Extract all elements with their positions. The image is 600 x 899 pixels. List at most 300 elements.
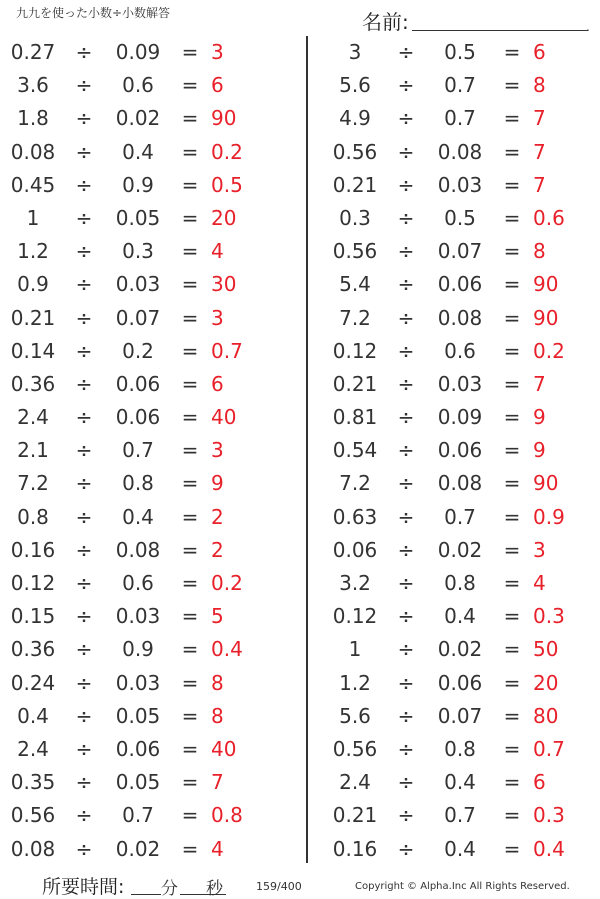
divide-sign: ÷ [75, 637, 93, 662]
copyright-notice: Copyright © Alpha.Inc All Rights Reserved. [355, 881, 570, 892]
dividend: 3.6 [17, 73, 49, 98]
name-label: 名前: [362, 10, 409, 34]
divide-sign: ÷ [397, 637, 415, 662]
equals-sign: = [181, 106, 199, 131]
equals-sign: = [503, 40, 521, 64]
divide-sign: ÷ [397, 40, 415, 64]
problem-row [322, 69, 600, 102]
equals-sign: = [181, 637, 199, 662]
name-field [362, 6, 592, 32]
answer: 0.2 [211, 139, 243, 164]
dividend: 0.9 [17, 272, 49, 297]
problem-row [0, 700, 300, 733]
divide-sign: ÷ [397, 139, 415, 164]
answer: 0.3 [533, 803, 565, 828]
divide-sign: ÷ [75, 703, 93, 728]
problem-row [0, 467, 300, 500]
divide-sign: ÷ [75, 205, 93, 230]
dividend: 3.2 [339, 571, 371, 595]
answer: 7 [533, 371, 546, 396]
divisor: 0.03 [437, 172, 483, 197]
answer: 9 [211, 471, 224, 496]
problem-row [322, 534, 600, 567]
divide-sign: ÷ [75, 172, 93, 197]
dividend: 2.4 [17, 736, 49, 761]
problem-row [0, 335, 300, 368]
divisor: 0.9 [122, 637, 154, 662]
problem-row [322, 169, 600, 202]
divisor: 0.8 [444, 571, 476, 595]
equals-sign: = [181, 670, 199, 695]
divide-sign: ÷ [75, 770, 93, 795]
dividend: 0.21 [332, 172, 378, 197]
answer: 20 [211, 205, 237, 230]
divide-sign: ÷ [75, 73, 93, 98]
divisor: 0.07 [115, 305, 161, 330]
divisor: 0.2 [122, 338, 154, 363]
divide-sign: ÷ [397, 770, 415, 795]
dividend: 5.4 [339, 272, 371, 297]
answer: 4 [533, 571, 546, 595]
divisor: 0.02 [437, 637, 483, 662]
dividend: 0.06 [332, 537, 378, 562]
answer: 7 [533, 139, 546, 164]
answer: 8 [533, 239, 546, 264]
problem-row [322, 401, 600, 434]
problem-row [0, 633, 300, 666]
divisor: 0.4 [122, 139, 154, 164]
left-problem-column [0, 36, 300, 866]
equals-sign: = [503, 305, 521, 330]
answer: 0.4 [211, 637, 243, 662]
equals-sign: = [181, 438, 199, 463]
equals-sign: = [181, 537, 199, 562]
equals-sign: = [181, 239, 199, 264]
divide-sign: ÷ [75, 106, 93, 131]
problem-row [322, 434, 600, 467]
answer: 0.3 [533, 604, 565, 629]
dividend: 0.16 [332, 836, 378, 861]
equals-sign: = [503, 371, 521, 396]
answer: 6 [533, 40, 546, 64]
answer: 90 [533, 471, 559, 496]
dividend: 2.1 [17, 438, 49, 463]
minutes-blank [131, 894, 161, 895]
equals-sign: = [503, 139, 521, 164]
equals-sign: = [503, 836, 521, 861]
divide-sign: ÷ [75, 604, 93, 629]
answer: 3 [211, 438, 224, 463]
equals-sign: = [181, 736, 199, 761]
dividend: 0.56 [10, 803, 56, 828]
divisor: 0.4 [444, 770, 476, 795]
problem-row [0, 368, 300, 401]
answer: 2 [211, 504, 224, 529]
divide-sign: ÷ [397, 106, 415, 131]
dividend: 0.21 [10, 305, 56, 330]
divide-sign: ÷ [397, 471, 415, 496]
divide-sign: ÷ [397, 803, 415, 828]
equals-sign: = [181, 604, 199, 629]
divide-sign: ÷ [75, 405, 93, 430]
problem-row [322, 235, 600, 268]
answer: 6 [211, 371, 224, 396]
answer: 4 [211, 836, 224, 861]
answer: 0.2 [211, 571, 243, 595]
equals-sign: = [181, 571, 199, 595]
problem-row [322, 700, 600, 733]
divide-sign: ÷ [75, 305, 93, 330]
divisor: 0.6 [122, 571, 154, 595]
dividend: 0.16 [10, 537, 56, 562]
dividend: 0.08 [10, 836, 56, 861]
problem-row [322, 102, 600, 135]
problem-row [0, 534, 300, 567]
divisor: 0.9 [122, 172, 154, 197]
dividend: 0.21 [332, 803, 378, 828]
problem-row [0, 434, 300, 467]
problem-row [0, 600, 300, 633]
divisor: 0.06 [437, 670, 483, 695]
divide-sign: ÷ [397, 405, 415, 430]
equals-sign: = [503, 571, 521, 595]
divisor: 0.5 [444, 205, 476, 230]
equals-sign: = [503, 338, 521, 363]
dividend: 7.2 [339, 305, 371, 330]
equals-sign: = [503, 471, 521, 496]
dividend: 0.56 [332, 139, 378, 164]
problem-row [322, 467, 600, 500]
dividend: 2.4 [17, 405, 49, 430]
answer: 0.5 [211, 172, 243, 197]
answer: 8 [211, 670, 224, 695]
dividend: 1.2 [339, 670, 371, 695]
problem-row [0, 501, 300, 534]
divisor: 0.6 [444, 338, 476, 363]
dividend: 0.12 [332, 604, 378, 629]
answer: 40 [211, 405, 237, 430]
divisor: 0.08 [437, 471, 483, 496]
divisor: 0.03 [437, 371, 483, 396]
dividend: 1.8 [17, 106, 49, 131]
dividend: 4.9 [339, 106, 371, 131]
divide-sign: ÷ [75, 40, 93, 64]
divide-sign: ÷ [397, 272, 415, 297]
worksheet-title: 九九を使った小数÷小数解答 [16, 6, 171, 20]
divide-sign: ÷ [397, 836, 415, 861]
divisor: 0.8 [444, 736, 476, 761]
problem-row [0, 799, 300, 832]
answer: 0.8 [211, 803, 243, 828]
time-required-label: 所要時間: [42, 876, 125, 898]
problem-row [322, 567, 600, 600]
dividend: 0.3 [339, 205, 371, 230]
dividend: 0.12 [10, 571, 56, 595]
divide-sign: ÷ [75, 139, 93, 164]
divide-sign: ÷ [397, 670, 415, 695]
dividend: 0.21 [332, 371, 378, 396]
dividend: 3 [348, 40, 362, 64]
divide-sign: ÷ [397, 604, 415, 629]
divide-sign: ÷ [75, 371, 93, 396]
dividend: 7.2 [339, 471, 371, 496]
problem-row [0, 667, 300, 700]
divide-sign: ÷ [75, 670, 93, 695]
divisor: 0.06 [115, 371, 161, 396]
divide-sign: ÷ [75, 438, 93, 463]
problem-row [0, 202, 300, 235]
divisor: 0.5 [444, 40, 476, 64]
equals-sign: = [181, 836, 199, 861]
dividend: 0.08 [10, 139, 56, 164]
equals-sign: = [503, 604, 521, 629]
answer: 0.4 [533, 836, 565, 861]
divide-sign: ÷ [397, 73, 415, 98]
divisor: 0.07 [437, 703, 483, 728]
problem-row [322, 36, 600, 69]
divide-sign: ÷ [397, 239, 415, 264]
answer: 8 [211, 703, 224, 728]
equals-sign: = [181, 205, 199, 230]
dividend: 0.63 [332, 504, 378, 529]
divide-sign: ÷ [397, 703, 415, 728]
answer: 9 [533, 405, 546, 430]
equals-sign: = [181, 703, 199, 728]
dividend: 1.2 [17, 239, 49, 264]
divisor: 0.09 [115, 40, 161, 64]
name-line-end: . [586, 20, 590, 34]
dividend: 0.35 [10, 770, 56, 795]
problem-row [0, 36, 300, 69]
equals-sign: = [503, 770, 521, 795]
dividend: 0.56 [332, 239, 378, 264]
divisor: 0.02 [115, 836, 161, 861]
problem-row [0, 268, 300, 301]
dividend: 0.36 [10, 371, 56, 396]
divisor: 0.7 [122, 803, 154, 828]
equals-sign: = [503, 438, 521, 463]
equals-sign: = [181, 405, 199, 430]
divisor: 0.7 [444, 73, 476, 98]
equals-sign: = [181, 40, 199, 64]
divide-sign: ÷ [397, 438, 415, 463]
equals-sign: = [181, 272, 199, 297]
problem-row [322, 202, 600, 235]
equals-sign: = [181, 803, 199, 828]
seconds-unit: 秒 [206, 879, 223, 899]
problem-row [0, 102, 300, 135]
dividend: 0.12 [332, 338, 378, 363]
equals-sign: = [181, 770, 199, 795]
name-underline [412, 30, 588, 31]
answer: 4 [211, 239, 224, 264]
divide-sign: ÷ [75, 239, 93, 264]
dividend: 0.8 [17, 504, 49, 529]
divisor: 0.7 [444, 106, 476, 131]
divide-sign: ÷ [75, 836, 93, 861]
answer: 9 [533, 438, 546, 463]
equals-sign: = [181, 139, 199, 164]
answer: 8 [533, 73, 546, 98]
divisor: 0.05 [115, 205, 161, 230]
equals-sign: = [503, 537, 521, 562]
equals-sign: = [503, 272, 521, 297]
answer: 90 [533, 305, 559, 330]
answer: 30 [211, 272, 237, 297]
equals-sign: = [503, 736, 521, 761]
answer: 0.2 [533, 338, 565, 363]
divisor: 0.7 [122, 438, 154, 463]
divide-sign: ÷ [397, 305, 415, 330]
problem-row [0, 302, 300, 335]
dividend: 0.14 [10, 338, 56, 363]
divisor: 0.02 [437, 537, 483, 562]
answer: 90 [533, 272, 559, 297]
divisor: 0.08 [437, 305, 483, 330]
equals-sign: = [503, 106, 521, 131]
answer: 6 [533, 770, 546, 795]
answer: 5 [211, 604, 224, 629]
divide-sign: ÷ [397, 172, 415, 197]
dividend: 0.56 [332, 736, 378, 761]
equals-sign: = [181, 305, 199, 330]
divisor: 0.07 [437, 239, 483, 264]
answer: 0.6 [533, 205, 565, 230]
footer [0, 872, 600, 899]
equals-sign: = [503, 239, 521, 264]
dividend: 0.27 [10, 40, 56, 64]
equals-sign: = [181, 338, 199, 363]
equals-sign: = [181, 504, 199, 529]
problem-row [322, 833, 600, 866]
divide-sign: ÷ [397, 205, 415, 230]
dividend: 2.4 [339, 770, 371, 795]
divisor: 0.4 [444, 836, 476, 861]
dividend: 0.36 [10, 637, 56, 662]
divisor: 0.06 [115, 736, 161, 761]
divisor: 0.6 [122, 73, 154, 98]
dividend: 5.6 [339, 703, 371, 728]
equals-sign: = [503, 205, 521, 230]
divisor: 0.05 [115, 703, 161, 728]
problem-row [0, 766, 300, 799]
equals-sign: = [503, 637, 521, 662]
dividend: 0.45 [10, 172, 56, 197]
answer: 2 [211, 537, 224, 562]
answer: 0.7 [533, 736, 565, 761]
page-number: 159/400 [256, 880, 302, 893]
problem-row [322, 799, 600, 832]
divisor: 0.4 [122, 504, 154, 529]
problem-row [322, 667, 600, 700]
dividend: 0.4 [17, 703, 49, 728]
divisor: 0.06 [437, 438, 483, 463]
problem-row [0, 567, 300, 600]
divide-sign: ÷ [397, 371, 415, 396]
divide-sign: ÷ [397, 736, 415, 761]
problem-row [0, 401, 300, 434]
column-divider [306, 36, 308, 863]
divisor: 0.4 [444, 604, 476, 629]
dividend: 1 [26, 205, 40, 230]
divide-sign: ÷ [397, 571, 415, 595]
dividend: 1 [348, 637, 362, 662]
equals-sign: = [503, 504, 521, 529]
answer: 20 [533, 670, 559, 695]
divisor: 0.03 [115, 670, 161, 695]
answer: 7 [533, 172, 546, 197]
divide-sign: ÷ [75, 504, 93, 529]
equals-sign: = [503, 405, 521, 430]
answer: 0.7 [211, 338, 243, 363]
divisor: 0.7 [444, 504, 476, 529]
divide-sign: ÷ [75, 736, 93, 761]
equals-sign: = [503, 73, 521, 98]
answer: 90 [211, 106, 237, 131]
equals-sign: = [181, 73, 199, 98]
right-problem-column [322, 36, 600, 866]
divide-sign: ÷ [397, 338, 415, 363]
problem-row [0, 733, 300, 766]
answer: 3 [533, 537, 546, 562]
problem-row [322, 335, 600, 368]
dividend: 7.2 [17, 471, 49, 496]
answer: 40 [211, 736, 237, 761]
divide-sign: ÷ [75, 471, 93, 496]
divide-sign: ÷ [397, 537, 415, 562]
divisor: 0.05 [115, 770, 161, 795]
equals-sign: = [503, 670, 521, 695]
divisor: 0.03 [115, 272, 161, 297]
equals-sign: = [181, 172, 199, 197]
answer: 3 [211, 305, 224, 330]
dividend: 0.24 [10, 670, 56, 695]
equals-sign: = [181, 371, 199, 396]
answer: 7 [533, 106, 546, 131]
divisor: 0.02 [115, 106, 161, 131]
equals-sign: = [503, 172, 521, 197]
divide-sign: ÷ [75, 571, 93, 595]
dividend: 0.15 [10, 604, 56, 629]
equals-sign: = [181, 471, 199, 496]
problem-row [322, 268, 600, 301]
answer: 50 [533, 637, 559, 662]
problem-row [322, 501, 600, 534]
problem-row [0, 235, 300, 268]
divide-sign: ÷ [75, 803, 93, 828]
minutes-unit: 分 [161, 879, 178, 899]
divisor: 0.3 [122, 239, 154, 264]
problem-row [322, 368, 600, 401]
equals-sign: = [503, 703, 521, 728]
divisor: 0.08 [437, 139, 483, 164]
answer: 3 [211, 40, 224, 64]
divisor: 0.09 [437, 405, 483, 430]
divisor: 0.06 [115, 405, 161, 430]
divisor: 0.03 [115, 604, 161, 629]
divisor: 0.7 [444, 803, 476, 828]
divide-sign: ÷ [75, 272, 93, 297]
answer: 0.9 [533, 504, 565, 529]
dividend: 0.81 [332, 405, 378, 430]
divisor: 0.8 [122, 471, 154, 496]
answer: 6 [211, 73, 224, 98]
answer: 7 [211, 770, 224, 795]
problem-row [322, 302, 600, 335]
divisor: 0.08 [115, 537, 161, 562]
divide-sign: ÷ [75, 537, 93, 562]
divide-sign: ÷ [75, 338, 93, 363]
